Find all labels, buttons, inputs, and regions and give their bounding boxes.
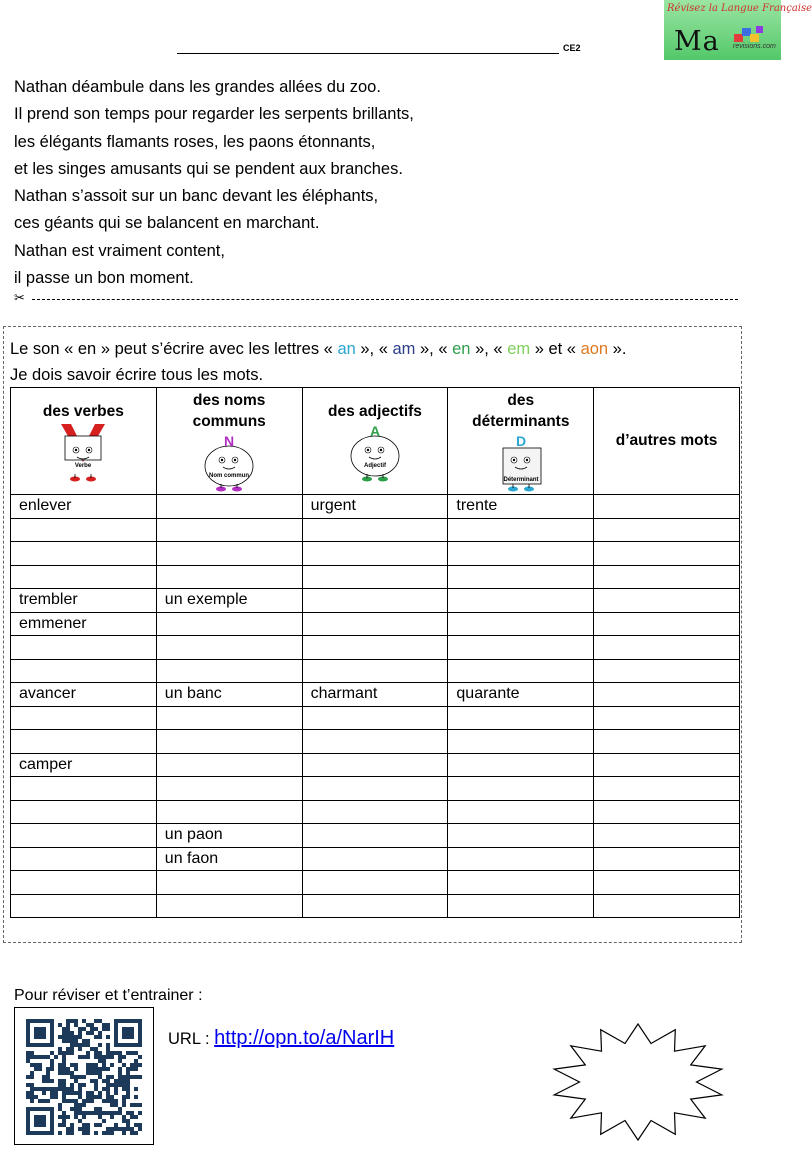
verbe-mascot-icon <box>53 422 113 487</box>
table-cell[interactable] <box>156 495 302 519</box>
starburst-icon <box>548 1020 728 1140</box>
spelling-em: em <box>507 340 531 358</box>
level-label: CE2 <box>563 43 581 53</box>
table-cell[interactable]: avancer <box>11 683 157 707</box>
table-row <box>11 706 740 730</box>
table-cell[interactable] <box>156 636 302 660</box>
column-header-2 <box>302 388 448 495</box>
table-row <box>11 824 740 848</box>
story-line: et les singes amusants qui se pendent aux branches. <box>14 159 403 178</box>
table-row <box>11 542 740 566</box>
table-cell[interactable]: quarante <box>448 683 594 707</box>
table-cell[interactable] <box>156 730 302 754</box>
table-cell[interactable] <box>302 706 448 730</box>
column-header-label: d’autres mots <box>615 432 718 449</box>
table-cell[interactable]: emmener <box>11 612 157 636</box>
table-cell[interactable] <box>11 518 157 542</box>
table-cell[interactable] <box>11 800 157 824</box>
svg-text:D: D <box>515 433 526 449</box>
exercise-intro <box>10 336 626 388</box>
table-cell[interactable]: un exemple <box>156 589 302 613</box>
table-cell[interactable] <box>448 565 594 589</box>
table-cell[interactable] <box>156 612 302 636</box>
column-header-label: des adjectifs <box>328 403 422 420</box>
url-label: URL : <box>168 1030 215 1048</box>
table-cell[interactable] <box>448 589 594 613</box>
scissors-icon: ✂ <box>14 290 25 305</box>
table-cell[interactable] <box>594 495 740 519</box>
table-cell[interactable] <box>594 659 740 683</box>
table-cell[interactable] <box>448 518 594 542</box>
table-cell[interactable] <box>156 777 302 801</box>
url-line <box>168 1027 394 1050</box>
spelling-an: an <box>337 340 356 358</box>
table-cell[interactable] <box>11 730 157 754</box>
table-cell[interactable] <box>448 659 594 683</box>
table-cell[interactable] <box>448 542 594 566</box>
table-cell[interactable] <box>302 612 448 636</box>
table-cell[interactable] <box>11 847 157 871</box>
name-line <box>177 53 559 54</box>
table-cell[interactable] <box>594 847 740 871</box>
logo-site: revisions.com <box>733 43 776 50</box>
table-cell[interactable] <box>594 589 740 613</box>
column-header-4 <box>594 388 740 495</box>
table-cell[interactable] <box>594 565 740 589</box>
table-row <box>11 871 740 895</box>
table-row <box>11 612 740 636</box>
table-cell[interactable] <box>448 777 594 801</box>
table-row <box>11 800 740 824</box>
logo-tagline: Révisez la Langue Française <box>667 3 812 14</box>
table-cell[interactable] <box>11 636 157 660</box>
story-line: Il prend son temps pour regarder les serpents brillants, <box>14 105 414 124</box>
table-cell[interactable] <box>448 800 594 824</box>
table-cell[interactable] <box>594 753 740 777</box>
svg-text:Verbe: Verbe <box>75 463 92 469</box>
table-cell[interactable] <box>156 518 302 542</box>
table-cell[interactable] <box>448 730 594 754</box>
table-cell[interactable] <box>302 589 448 613</box>
table-cell[interactable] <box>448 871 594 895</box>
rule-sentence: Le son « en » peut s’écrire avec les lettres « an », « am », « en », « em » et « aon ». <box>10 340 627 358</box>
table-cell[interactable] <box>11 542 157 566</box>
table-cell[interactable]: enlever <box>11 495 157 519</box>
table-cell[interactable] <box>156 871 302 895</box>
table-cell[interactable] <box>302 659 448 683</box>
column-header-1 <box>156 388 302 495</box>
table-cell[interactable] <box>11 777 157 801</box>
table-row <box>11 518 740 542</box>
table-cell[interactable] <box>302 542 448 566</box>
table-row <box>11 730 740 754</box>
table-cell[interactable] <box>156 753 302 777</box>
table-row <box>11 495 740 519</box>
table-cell[interactable] <box>156 706 302 730</box>
table-cell[interactable] <box>594 894 740 918</box>
table-row <box>11 589 740 613</box>
table-cell[interactable] <box>11 894 157 918</box>
column-header-3 <box>448 388 594 495</box>
spelling-en: en <box>452 340 471 358</box>
table-cell[interactable] <box>11 824 157 848</box>
story-line: il passe un bon moment. <box>14 269 194 288</box>
table-cell[interactable]: camper <box>11 753 157 777</box>
table-cell[interactable]: un paon <box>156 824 302 848</box>
url-link[interactable]: http://opn.to/a/NarIH <box>214 1027 395 1049</box>
table-cell[interactable] <box>302 730 448 754</box>
table-cell[interactable] <box>594 683 740 707</box>
revise-label: Pour réviser et t’entrainer : <box>14 987 203 1004</box>
logo-brand: Ma <box>674 26 720 57</box>
table-cell[interactable] <box>448 753 594 777</box>
table-cell[interactable] <box>302 894 448 918</box>
table-cell[interactable] <box>156 800 302 824</box>
table-cell[interactable]: urgent <box>302 495 448 519</box>
instruction: Je dois savoir écrire tous les mots. <box>10 366 264 384</box>
table-header-row <box>11 388 740 495</box>
determinant-mascot-icon <box>491 432 551 497</box>
story-line: Nathan déambule dans les grandes allées du zoo. <box>14 78 381 96</box>
column-header-label: des déterminants <box>472 392 570 430</box>
qr-code-icon <box>14 1007 154 1145</box>
table-cell[interactable]: un faon <box>156 847 302 871</box>
table-cell[interactable]: charmant <box>302 683 448 707</box>
nom-commun-mascot-icon <box>199 432 259 497</box>
story-line: Nathan s’assoit sur un banc devant les éléphants, <box>14 187 379 206</box>
table-cell[interactable] <box>594 730 740 754</box>
dashed-line <box>32 299 738 300</box>
table-row <box>11 753 740 777</box>
table-cell[interactable] <box>448 824 594 848</box>
table-cell[interactable]: trente <box>448 495 594 519</box>
story-line: les élégants flamants roses, les paons étonnants, <box>14 132 376 151</box>
table-cell[interactable] <box>594 636 740 660</box>
table-cell[interactable] <box>594 800 740 824</box>
table-cell[interactable] <box>448 612 594 636</box>
table-cell[interactable]: trembler <box>11 589 157 613</box>
table-cell[interactable] <box>156 565 302 589</box>
table-row <box>11 847 740 871</box>
table-cell[interactable] <box>594 612 740 636</box>
table-cell[interactable] <box>448 847 594 871</box>
table-cell[interactable] <box>302 777 448 801</box>
table-cell[interactable] <box>594 871 740 895</box>
table-cell[interactable] <box>302 518 448 542</box>
table-cell[interactable] <box>11 565 157 589</box>
table-cell[interactable] <box>302 847 448 871</box>
table-cell[interactable] <box>594 518 740 542</box>
svg-text:Adjectif: Adjectif <box>363 463 386 469</box>
logo-blocks-icon <box>734 26 764 44</box>
table-cell[interactable] <box>11 871 157 895</box>
table-row <box>11 683 740 707</box>
site-logo <box>664 0 812 60</box>
svg-text:A: A <box>369 423 381 439</box>
table-row <box>11 894 740 918</box>
spelling-aon: aon <box>580 340 609 358</box>
table-cell[interactable] <box>302 871 448 895</box>
table-row <box>11 659 740 683</box>
table-cell[interactable] <box>302 636 448 660</box>
table-row <box>11 565 740 589</box>
table-cell[interactable] <box>594 777 740 801</box>
table-cell[interactable] <box>594 706 740 730</box>
spelling-am: am <box>392 340 416 358</box>
column-header-label: des noms communs <box>192 392 266 430</box>
table-row <box>11 777 740 801</box>
column-header-label: des verbes <box>42 403 124 420</box>
svg-text:Nom commun: Nom commun <box>209 473 250 479</box>
table-cell[interactable] <box>302 800 448 824</box>
svg-text:N: N <box>224 433 235 449</box>
table-cell[interactable] <box>156 659 302 683</box>
cut-line <box>14 290 738 306</box>
table-cell[interactable] <box>594 542 740 566</box>
table-cell[interactable] <box>448 636 594 660</box>
table-cell[interactable] <box>11 706 157 730</box>
column-header-0 <box>11 388 157 495</box>
table-cell[interactable] <box>302 753 448 777</box>
table-cell[interactable] <box>156 542 302 566</box>
table-cell[interactable] <box>448 706 594 730</box>
table-cell[interactable] <box>594 824 740 848</box>
story-line: Nathan est vraiment content, <box>14 241 225 260</box>
table-cell[interactable] <box>156 894 302 918</box>
table-cell[interactable] <box>11 659 157 683</box>
adjectif-mascot-icon <box>345 422 405 487</box>
story-line: ces géants qui se balancent en marchant. <box>14 214 320 233</box>
story-text <box>14 74 414 292</box>
table-cell[interactable] <box>302 824 448 848</box>
table-cell[interactable] <box>448 894 594 918</box>
word-sort-table <box>10 387 740 918</box>
table-cell[interactable] <box>302 565 448 589</box>
table-cell[interactable]: un banc <box>156 683 302 707</box>
table-row <box>11 636 740 660</box>
svg-text:Déterminant: Déterminant <box>503 477 539 483</box>
